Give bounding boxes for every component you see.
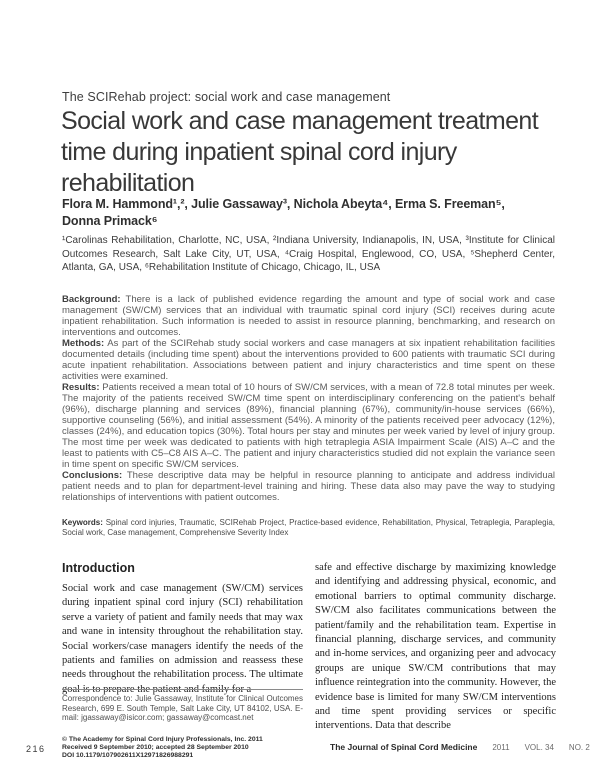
abstract-results <box>62 382 555 470</box>
abstract-conclusions-text: These descriptive data may be helpful in resource planning to anticipate and address individual patient needs and to plan for department-level training and hiring. These data also may pave the way to studying relationships of interventions with patient outcomes. <box>62 470 556 503</box>
journal-year: 2011 <box>492 743 510 752</box>
abstract-methods-label: Methods: <box>62 338 105 349</box>
introduction-paragraph-left: Social work and case management (SW/CM) services during inpatient spinal cord injury (SCI) rehabilitation serve a variety of patient and family needs that may wax and wane in intensity throughout the rehabilitation stay. Social workers/case managers identify the needs of the patients and families on admission and reassess these needs throughout the rehabilitation process. The ultimate goal is to prepare the patient and family for a <box>62 583 303 695</box>
keywords-text: Spinal cord injuries, Traumatic, SCIRehab Project, Practice-based evidence, Rehabilitation, Physical, Tetraplegia, Paraplegia, Social work, Case management, Comprehensive Severity Index <box>62 518 555 537</box>
abstract-conclusions-label: Conclusions: <box>62 470 123 481</box>
keywords <box>62 518 555 538</box>
abstract-background <box>62 294 555 338</box>
author-line: Donna Primack⁶ <box>62 214 158 228</box>
journal-name: The Journal of Spinal Cord Medicine <box>330 742 478 752</box>
article-title-line: rehabilitation <box>61 169 195 197</box>
abstract-results-text: Patients received a mean total of 10 hours of SW/CM services, with a mean of 72.8 total minutes per week. The majority of the patients received SW/CM time spent on interdisciplinary conferencing on the patient's behalf (96%), discharge planning and services (89%), financial planning (67%), community/in-house services (66%), supportive counseling (56%), and initial assessment (54%). A minority of the patients received peer advocacy (12%), classes (24%), and education topics (30%). Total hours per stay and minutes per week varied by level of injury group. The most time per week was dedicated to patients with high tetraplegia ASIA Impairment Scale (AIS) A–C and the least to patients with C5–C8 AIS A–C. The patient and injury characteristics studied did not explain the variance seen in time spent on specific SW/CM services. <box>62 382 555 470</box>
abstract-methods <box>62 338 555 382</box>
body-column-left <box>62 561 303 697</box>
journal-footer <box>330 742 590 752</box>
introduction-paragraph-right: safe and effective discharge by maximizing knowledge and identifying and addressing physical, economic, and emotional barriers to optimal community discharge. SW/CM also facilitates communications between the patient/family and the rehabilitation team. Expertise in financial planning, discharge services, and community and in-home services, and organizing peer and advocacy groups are unique SW/CM contributions that may influence reintegration into the community. However, the evidence base is limited for many SW/CM interventions and time spent providing services or specific interventions. Data that describe <box>315 562 556 732</box>
imprint-block <box>62 736 322 759</box>
abstract-results-label: Results: <box>62 382 100 393</box>
doi-line: DOI 10.1179/107902611X12971826988291 <box>62 751 194 759</box>
article-title-line: time during inpatient spinal cord injury <box>61 138 457 166</box>
author-list <box>62 196 505 230</box>
keywords-label: Keywords: <box>62 518 103 527</box>
journal-number: NO. 2 <box>568 743 590 752</box>
article-eyebrow: The SCIRehab project: social work and case management <box>62 90 391 104</box>
abstract-background-text: There is a lack of published evidence regarding the amount and type of social work and case management (SW/CM) services that an individual with traumatic spinal cord injury (SCI) receives during acute inpatient rehabilitation. Such information is needed to assist in resource planning, benchmarking, and research on interventions and outcomes. <box>62 294 555 338</box>
introduction-heading: Introduction <box>62 561 135 575</box>
received-accepted-line: Received 9 September 2010; accepted 28 September 2010 <box>62 743 249 751</box>
abstract-background-label: Background: <box>62 294 121 305</box>
abstract-methods-text: As part of the SCIRehab study social workers and case managers at six inpatient rehabilitation facilities documented details (including time spent) about the interventions provided to 600 patients with traumatic SCI during acute inpatient rehabilitation. Associations between patient and injury characteristics and time spent on these activities were examined. <box>62 338 555 382</box>
author-affiliations: ¹Carolinas Rehabilitation, Charlotte, NC, USA, ²Indiana University, Indianapolis, IN, USA, ³Institute for Clinical Outcomes Research, Salt Lake City, UT, USA, ⁴Craig Hospital, Englewood, CO, USA, ⁵Shepherd Center, Atlanta, GA, USA, ⁶Rehabilitation Institute of Chicago, Chicago, IL, USA <box>62 235 555 273</box>
page-number: 216 <box>26 744 46 754</box>
copyright-line: © The Academy for Spinal Cord Injury Professionals, Inc. 2011 <box>62 736 263 743</box>
body-column-right <box>315 561 556 734</box>
author-line: Flora M. Hammond¹,², Julie Gassaway³, Nichola Abeyta⁴, Erma S. Freeman⁵, <box>62 197 505 211</box>
abstract-conclusions <box>62 470 555 503</box>
article-title <box>61 106 538 199</box>
abstract <box>62 294 555 503</box>
journal-volume: VOL. 34 <box>524 743 554 752</box>
correspondence-note: Correspondence to: Julie Gassaway, Institute for Clinical Outcomes Research, 699 E. South Temple, Salt Lake City, UT 84102, USA. E-mail: jgassaway@isicor.com; gassaway@comcast.net <box>62 689 303 723</box>
article-title-line: Social work and case management treatment <box>61 107 539 135</box>
